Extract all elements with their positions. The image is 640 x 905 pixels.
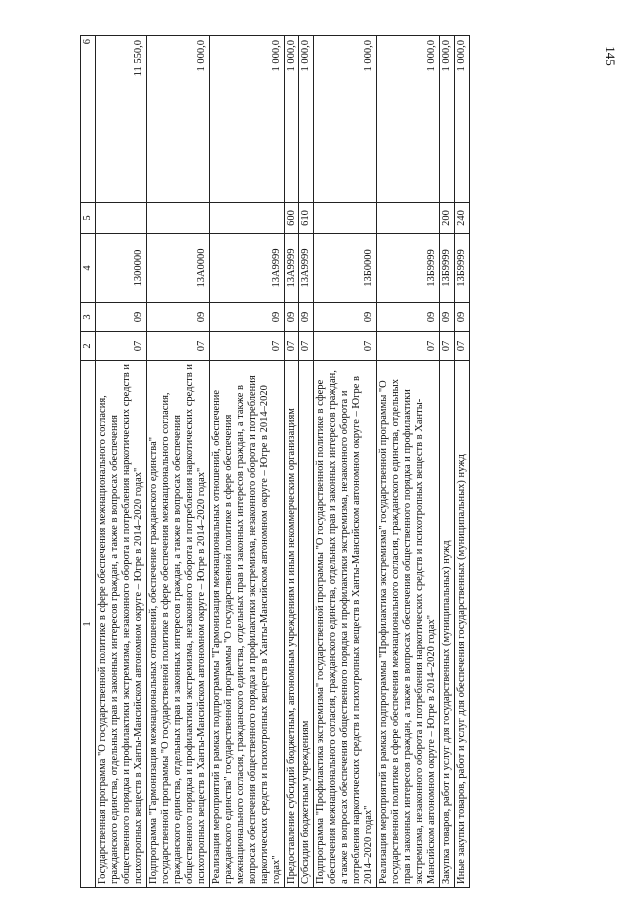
row-target-code: 13Б9999 xyxy=(377,234,440,303)
row-section: 07 xyxy=(377,332,440,361)
table-row xyxy=(209,36,284,888)
row-target-code: 13А9999 xyxy=(209,234,284,303)
row-subsection: 09 xyxy=(284,303,299,332)
row-name: Подпрограмма "Гармонизация межнациональных отношений, обеспечение гражданского единства" государственной программы "О государственной политике в сфере обеспечения межнационального согласия, гражданского единства, отдельных прав и законных интересов граждан, а также в вопросах обеспечения общественного порядка и профилактики экстремизма, незаконного оборота и потребления наркотических средств и психотропных веществ в Ханты-Мансийском автономном округе – Югре в 2014–2020 годах" xyxy=(146,361,209,888)
row-amount: 1 000,0 xyxy=(440,36,455,203)
row-expense-type xyxy=(377,203,440,234)
table-row xyxy=(284,36,299,888)
row-target-code: 13Б0000 xyxy=(314,234,377,303)
row-section: 07 xyxy=(209,332,284,361)
row-expense-type xyxy=(209,203,284,234)
row-target-code: 1300000 xyxy=(95,234,146,303)
page-number: 145 xyxy=(602,46,618,66)
row-section: 07 xyxy=(95,332,146,361)
row-expense-type: 600 xyxy=(284,203,299,234)
row-name: Реализация мероприятий в рамках подпрограммы "Профилактика экстремизма" государственной программы "О государственной политике в сфере обеспечения межнационального согласия, гражданского единства, отдельных прав и законных интересов граждан, а также в вопросах обеспечения общественного порядка и профилактики экстремизма, незаконного оборота и потребления наркотических средств и психотропных веществ в Ханты-Мансийском автономном округе – Югре в 2014–2020 годах" xyxy=(377,361,440,888)
row-section: 07 xyxy=(314,332,377,361)
row-target-code: 13Б9999 xyxy=(455,234,470,303)
header-row xyxy=(81,36,96,888)
row-target-code: 13Б9999 xyxy=(440,234,455,303)
row-amount: 11 550,0 xyxy=(95,36,146,203)
row-subsection: 09 xyxy=(440,303,455,332)
row-expense-type xyxy=(314,203,377,234)
row-subsection: 09 xyxy=(146,303,209,332)
row-name: Реализация мероприятий в рамках подпрограммы "Гармонизация межнациональных отношений, обеспечение гражданского единства" государственной программы "О государственной политике в сфере обеспечения межнационального согласия, гражданского единства, отдельных прав и законных интересов граждан, а также в вопросах обеспечения общественного порядка и профилактики экстремизма, незаконного оборота и потребления наркотических средств и психотропных веществ в Ханты-Мансийском автономном округе – Югре в 2014–2020 годах" xyxy=(209,361,284,888)
header-col-3: 3 xyxy=(81,303,96,332)
row-subsection: 09 xyxy=(95,303,146,332)
row-target-code: 13А0000 xyxy=(146,234,209,303)
row-section: 07 xyxy=(299,332,314,361)
row-amount: 1 000,0 xyxy=(455,36,470,203)
row-target-code: 13А9999 xyxy=(299,234,314,303)
row-section: 07 xyxy=(146,332,209,361)
header-col-1: 1 xyxy=(81,361,96,888)
row-amount: 1 000,0 xyxy=(209,36,284,203)
row-expense-type: 200 xyxy=(440,203,455,234)
table-row xyxy=(377,36,440,888)
table-row xyxy=(314,36,377,888)
row-name: Государственная программа "О государственной политике в сфере обеспечения межнационального согласия, гражданского единства, отдельных прав и законных интересов граждан, а также в вопросах обеспечения общественного порядка и профилактики экстремизма, незаконного оборота и потребления наркотических средств и психотропных веществ в Ханты-Мансийском автономном округе – Югре в 2014–2020 годах" xyxy=(95,361,146,888)
row-name: Иные закупки товаров, работ и услуг для обеспечения государственных (муниципальных) нужд xyxy=(455,361,470,888)
row-section: 07 xyxy=(455,332,470,361)
row-amount: 1 000,0 xyxy=(284,36,299,203)
row-expense-type xyxy=(95,203,146,234)
row-amount: 1 000,0 xyxy=(377,36,440,203)
row-name: Предоставление субсидий бюджетным, автономным учреждениям и иным некоммерческим организациям xyxy=(284,361,299,888)
row-section: 07 xyxy=(284,332,299,361)
row-subsection: 09 xyxy=(455,303,470,332)
row-subsection: 09 xyxy=(314,303,377,332)
header-col-2: 2 xyxy=(81,332,96,361)
table-row xyxy=(95,36,146,888)
row-expense-type xyxy=(146,203,209,234)
row-name: Субсидии бюджетным учреждениям xyxy=(299,361,314,888)
row-target-code: 13А9999 xyxy=(284,234,299,303)
budget-table-container xyxy=(80,39,575,888)
row-subsection: 09 xyxy=(299,303,314,332)
header-col-6: 6 xyxy=(81,36,96,203)
row-subsection: 09 xyxy=(209,303,284,332)
row-section: 07 xyxy=(440,332,455,361)
table-row xyxy=(440,36,455,888)
row-expense-type: 610 xyxy=(299,203,314,234)
budget-table xyxy=(80,35,470,888)
row-amount: 1 000,0 xyxy=(146,36,209,203)
row-amount: 1 000,0 xyxy=(314,36,377,203)
header-col-4: 4 xyxy=(81,234,96,303)
row-amount: 1 000,0 xyxy=(299,36,314,203)
row-expense-type: 240 xyxy=(455,203,470,234)
header-col-5: 5 xyxy=(81,203,96,234)
table-row xyxy=(299,36,314,888)
row-subsection: 09 xyxy=(377,303,440,332)
row-name: Закупка товаров, работ и услуг для государственных (муниципальных) нужд xyxy=(440,361,455,888)
table-row xyxy=(146,36,209,888)
table-row xyxy=(455,36,470,888)
row-name: Подпрограмма "Профилактика экстремизма" государственной программы "О государственной политике в сфере обеспечения межнационального согласия, гражданского единства, отдельных прав и законных интересов граждан, а также в вопросах обеспечения общественного порядка и профилактики экстремизма, незаконного оборота и потребления наркотических средств и психотропных веществ в Ханты-Мансийском автономном округе – Югре в 2014–2020 годах" xyxy=(314,361,377,888)
